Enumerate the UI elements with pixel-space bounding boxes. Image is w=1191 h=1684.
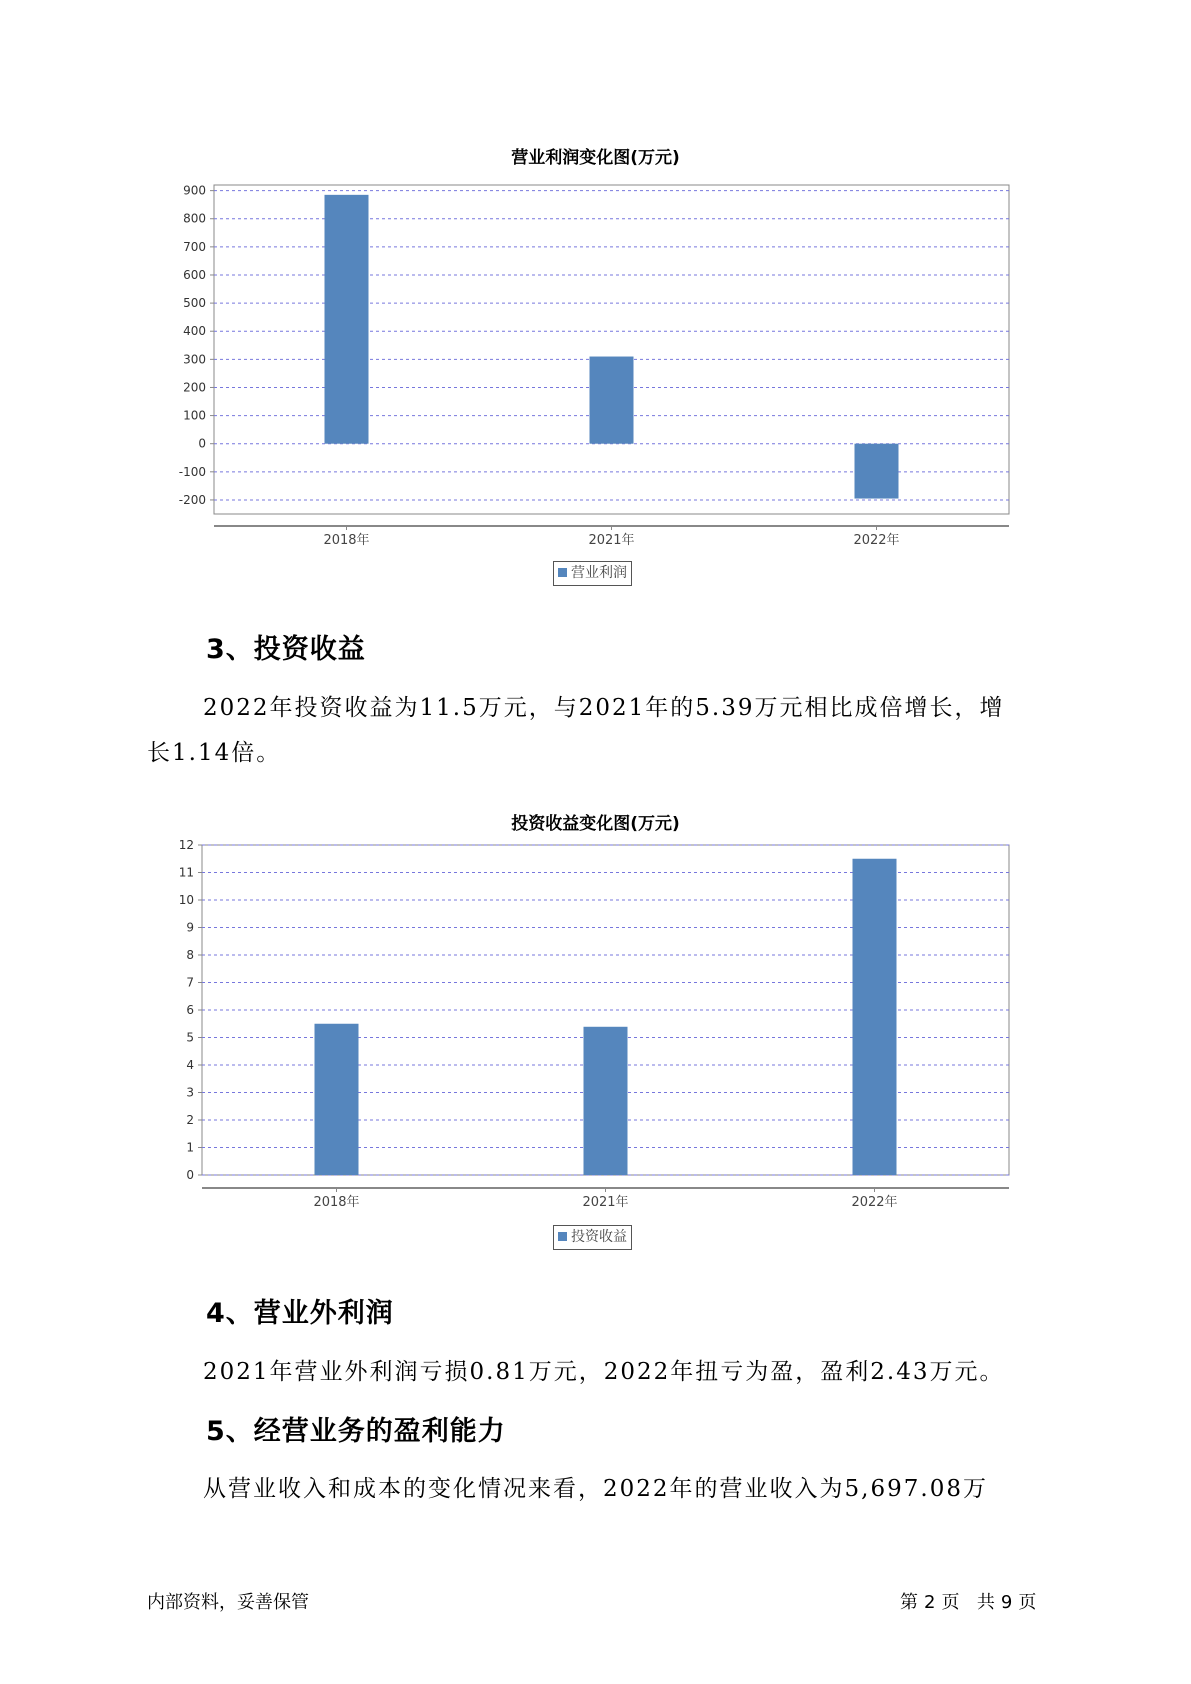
section-5-paragraph: 从营业收入和成本的变化情况来看，2022年的营业收入为5,697.08万 (203, 1476, 988, 1502)
chart-1-y-tick-label: 300 (183, 352, 206, 367)
chart-2-y-tick-label: 0 (186, 1168, 194, 1182)
chart-1-x-tick-label: 2021年 (588, 533, 635, 548)
chart-1-x-tick-label: 2022年 (853, 533, 900, 548)
section-4-paragraph: 2021年营业外利润亏损0.81万元，2022年扭亏为盈，盈利2.43万元。 (203, 1359, 1005, 1385)
chart-2-bar (584, 1027, 628, 1175)
footer-page-indicator (897, 1588, 1039, 1614)
footer-total-prefix: 共 (976, 1592, 995, 1613)
footer-confidential-note: 内部资料，妥善保管 (147, 1592, 309, 1613)
chart-1-legend-label: 营业利润 (571, 565, 627, 581)
chart-2-y-tick-label: 4 (186, 1058, 194, 1072)
section-3-paragraph-line-2: 长1.14倍。 (147, 740, 282, 766)
chart-2-x-tick-label: 2018年 (313, 1195, 360, 1210)
chart-1-y-tick-label: 800 (183, 211, 206, 226)
section-3-paragraph-line-1: 2022年投资收益为11.5万元，与2021年的5.39万元相比成倍增长，增 (203, 695, 1005, 721)
footer-page-mid: 页 (941, 1592, 960, 1613)
footer-page-prefix: 第 (900, 1592, 918, 1613)
chart-2-y-tick-label: 11 (178, 865, 194, 880)
chart-1-y-tick-label: 100 (183, 408, 206, 423)
footer-page-number: 2 (924, 1592, 936, 1613)
chart-1-y-tick-label: 200 (183, 380, 206, 395)
section-3-heading: 3、投资收益 (206, 634, 366, 665)
chart-1-y-tick-label: 600 (183, 267, 206, 282)
chart-1-y-tick-label: 400 (183, 324, 206, 339)
chart-2-y-tick-label: 1 (186, 1140, 194, 1155)
legend-swatch (558, 1232, 567, 1241)
section-4-heading: 4、营业外利润 (206, 1298, 394, 1329)
footer-total-suffix: 页 (1018, 1592, 1037, 1613)
chart-1-y-tick-label: 500 (183, 296, 206, 311)
chart-2-y-tick-label: 8 (186, 948, 194, 962)
chart-1-y-tick-label: 700 (183, 239, 206, 254)
footer-total-pages: 9 (1000, 1592, 1013, 1613)
chart-2-y-tick-label: 5 (186, 1030, 194, 1045)
chart-2-y-tick-label: 2 (186, 1113, 194, 1127)
chart-2-y-tick-label: 12 (178, 838, 194, 852)
chart-2-x-tick-label: 2022年 (851, 1195, 898, 1210)
chart-2-y-tick-label: 6 (186, 1003, 194, 1017)
chart-2-bar (315, 1024, 359, 1175)
chart-2-legend (553, 1225, 632, 1250)
chart-2-y-tick-label: 9 (186, 920, 194, 935)
chart-2-y-tick-label: 10 (178, 893, 194, 907)
chart-1-y-tick-label: 0 (198, 436, 206, 451)
chart-1-y-tick-label: -200 (178, 492, 206, 507)
chart-1-title: 营业利润变化图(万元) (511, 148, 680, 168)
chart-2-x-tick-label: 2021年 (582, 1195, 629, 1210)
chart-1-y-tick-label: 900 (183, 183, 206, 198)
chart-2-title: 投资收益变化图(万元) (511, 814, 680, 834)
chart-2-y-tick-label: 7 (186, 975, 194, 990)
chart-2-y-tick-label: 3 (186, 1085, 194, 1100)
chart-2-bar (853, 859, 897, 1175)
chart-2-legend-label: 投资收益 (571, 1229, 627, 1245)
section-5-heading: 5、经营业务的盈利能力 (206, 1416, 506, 1447)
chart-1-y-tick-label: -100 (178, 464, 206, 479)
chart-1-x-tick-label: 2018年 (323, 533, 370, 548)
